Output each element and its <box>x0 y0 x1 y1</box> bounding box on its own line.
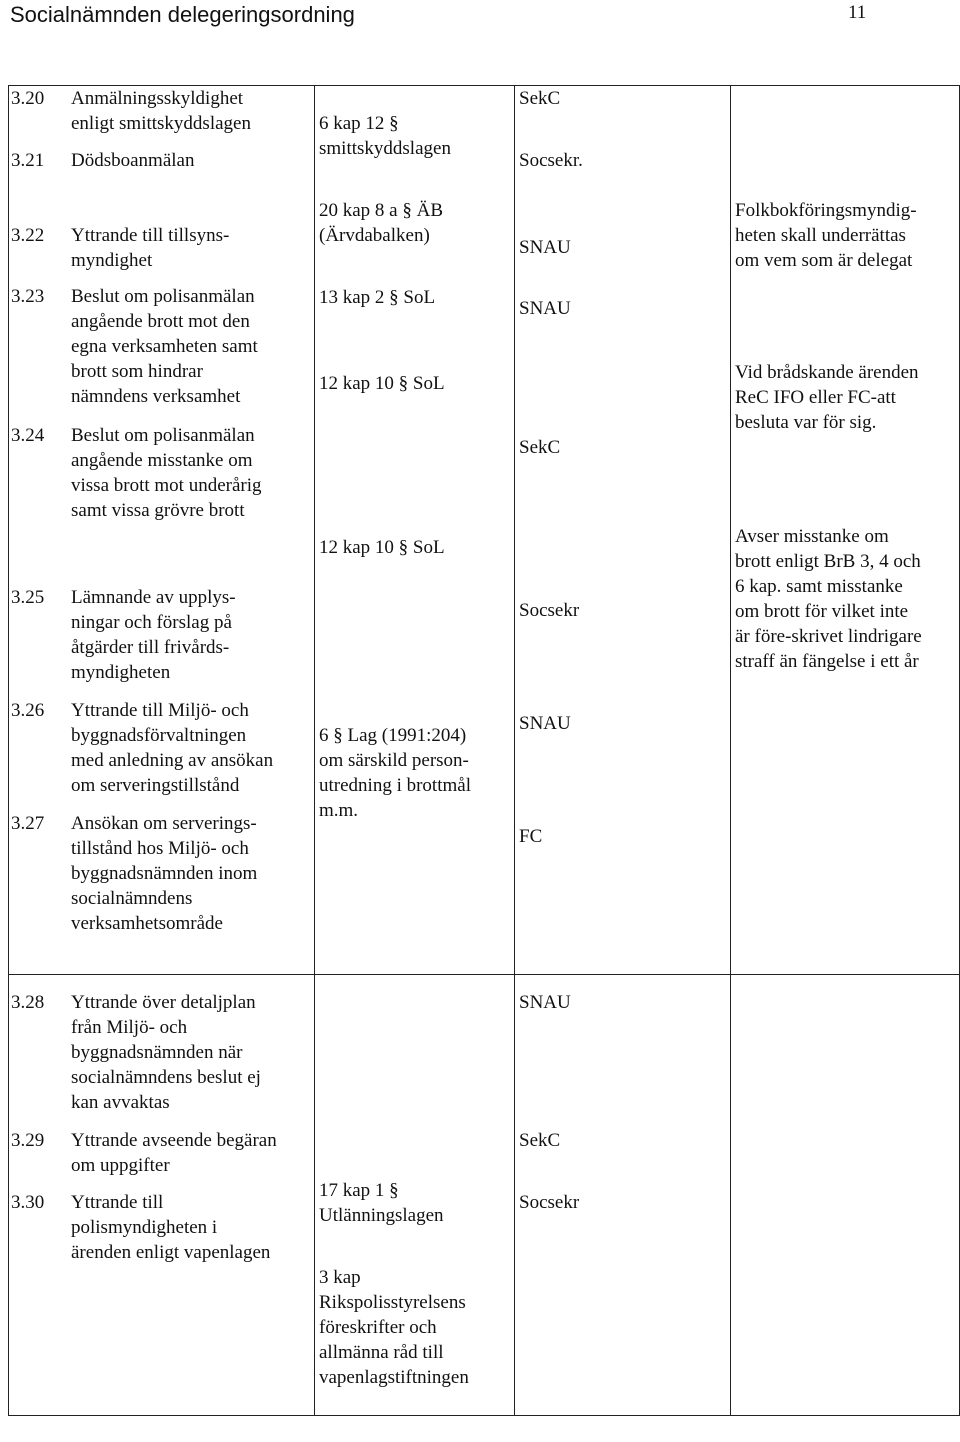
reference-3-28 <box>319 1015 512 1140</box>
case-number: 3.28 <box>11 992 45 1013</box>
note-3-20 <box>735 111 955 136</box>
reference-3-23: 12 kap 10 § SoL <box>319 373 445 394</box>
case-3-28 <box>9 990 314 1115</box>
case-3-30 <box>9 1190 314 1265</box>
reference-3-22: 13 kap 2 § SoL <box>319 287 436 308</box>
delegates-cell-2 <box>515 975 731 1416</box>
case-3-26 <box>9 698 314 798</box>
page-number: 11 <box>848 2 867 23</box>
case-title: Dödsboanmälan <box>71 150 195 171</box>
case-number: 3.20 <box>11 88 45 109</box>
case-3-21 <box>9 148 314 173</box>
case-number: 3.22 <box>11 225 45 246</box>
delegate-3-25: Socsekr <box>519 600 580 621</box>
case-title: Yttrande avseende begäran om uppgifter <box>71 1130 277 1176</box>
case-title: Ansökan om serverings- tillstånd hos Miljö- och byggnadsnämnden inom socialnämndens verksamhetsområde <box>71 813 258 934</box>
reference-3-21: 20 kap 8 a § ÄB (Ärvdabalken) <box>319 200 444 246</box>
case-3-20 <box>9 86 314 136</box>
case-3-25 <box>9 585 314 685</box>
cases-cell-2 <box>9 975 315 1416</box>
references-cell <box>315 86 515 975</box>
case-number: 3.30 <box>11 1192 45 1213</box>
delegation-table <box>8 85 960 1416</box>
delegate-3-22: SNAU <box>519 237 571 258</box>
delegates-cell <box>515 86 731 975</box>
delegate-3-29: SekC <box>519 1130 561 1151</box>
case-title: Anmälningsskyldighet enligt smittskyddslagen <box>71 88 251 134</box>
case-number: 3.21 <box>11 150 45 171</box>
case-3-27 <box>9 811 314 936</box>
reference-3-20: 6 kap 12 § smittskyddslagen <box>319 113 451 159</box>
note-3-23: Vid brådskande ärenden ReC IFO eller FC-att besluta var för sig. <box>735 362 919 433</box>
case-title: Yttrande till polismyndigheten i ärenden enligt vapenlagen <box>71 1192 271 1263</box>
case-title: Beslut om polisanmälan angående misstanke om vissa brott mot underårig samt vissa grövre brott <box>71 425 262 521</box>
notes-cell <box>731 86 960 975</box>
delegate-3-23: SNAU <box>519 298 571 319</box>
case-3-23 <box>9 284 314 409</box>
case-3-29 <box>9 1128 314 1178</box>
delegate-3-24: SekC <box>519 437 561 458</box>
case-3-22 <box>9 223 314 273</box>
table-block-2 <box>9 975 960 1416</box>
case-number: 3.25 <box>11 587 45 608</box>
case-title: Lämnande av upplys- ningar och förslag på åtgärder till frivårds- myndigheten <box>71 587 236 683</box>
reference-3-30: 3 kap Rikspolisstyrelsens föreskrifter och allmänna råd till vapenlagstiftningen <box>319 1267 469 1388</box>
case-title: Yttrande över detaljplan från Miljö- och byggnadsnämnden när socialnämndens beslut ej kan avvaktas <box>71 992 261 1113</box>
reference-3-29: 17 kap 1 § Utlänningslagen <box>319 1180 444 1226</box>
document-title: Socialnämnden delegeringsordning <box>10 2 355 27</box>
table-block-1 <box>9 86 960 975</box>
case-title: Beslut om polisanmälan angående brott mot den egna verksamheten samt brott som hindrar nämndens verksamhet <box>71 286 258 407</box>
case-title: Yttrande till Miljö- och byggnadsförvaltningen med anledning av ansökan om serveringstillstånd <box>71 700 274 796</box>
delegate-3-26: SNAU <box>519 713 571 734</box>
case-3-24 <box>9 423 314 523</box>
case-number: 3.24 <box>11 425 45 446</box>
notes-cell-2 <box>731 975 960 1416</box>
note-3-24: Avser misstanke om brott enligt BrB 3, 4 och 6 kap. samt misstanke om brott för vilket inte är före-skrivet lindrigare straff än fängelse i ett år <box>735 526 922 672</box>
page-header <box>10 0 950 40</box>
delegate-3-27: FC <box>519 826 543 847</box>
case-title: Yttrande till tillsyns- myndighet <box>71 225 230 271</box>
case-number: 3.23 <box>11 286 45 307</box>
delegate-3-20: SekC <box>519 88 561 109</box>
delegate-3-28: SNAU <box>519 992 571 1013</box>
reference-3-24: 12 kap 10 § SoL <box>319 537 445 558</box>
cases-cell <box>9 86 315 975</box>
case-number: 3.27 <box>11 813 45 834</box>
references-cell-2 <box>315 975 515 1416</box>
note-3-21: Folkbokföringsmyndig- heten skall underrättas om vem som är delegat <box>735 200 917 271</box>
delegate-3-30: Socsekr <box>519 1192 580 1213</box>
reference-3-25: 6 § Lag (1991:204) om särskild person- utredning i brottmål m.m. <box>319 725 471 821</box>
case-number: 3.29 <box>11 1130 45 1151</box>
delegate-3-21: Socsekr. <box>519 150 583 171</box>
case-number: 3.26 <box>11 700 45 721</box>
